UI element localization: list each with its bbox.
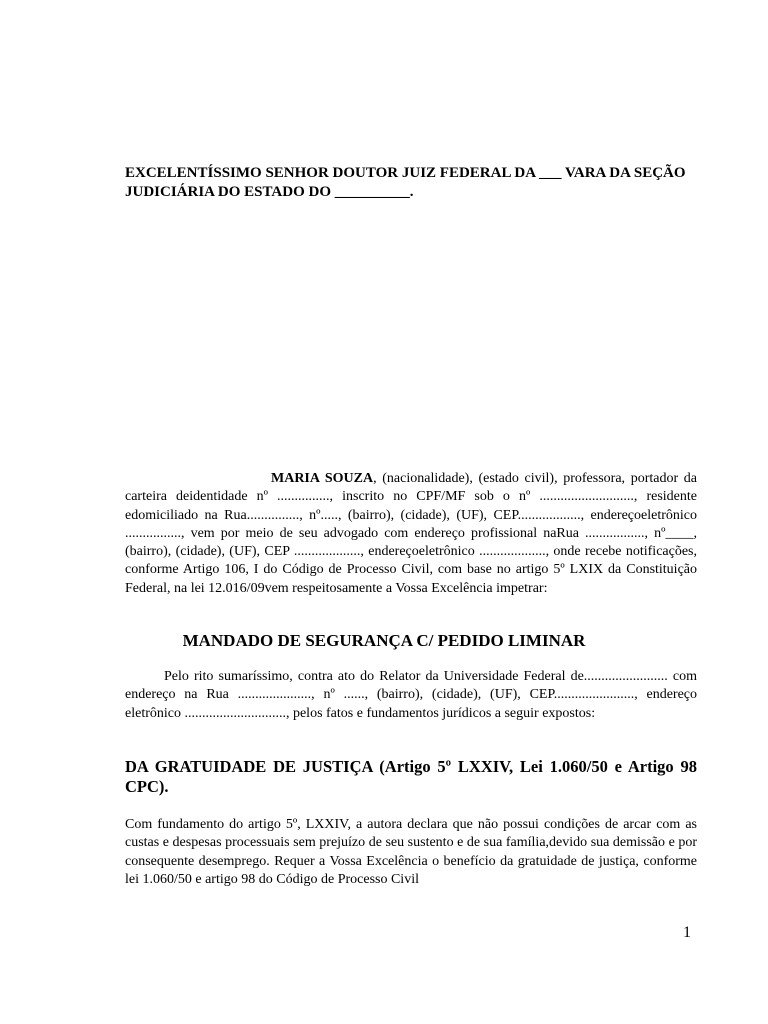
action-title: MANDADO DE SEGURANÇA C/ PEDIDO LIMINAR — [182, 631, 586, 650]
rito-paragraph: Pelo rito sumaríssimo, contra ato do Relator da Universidade Federal de........................ com endereço na Rua ....................., nº ......, (bairro), (cidade), (UF), CEP......................., endereço eletrônico ............................., pelos fatos e fundamentos jurídicos a seguir expostos: — [125, 669, 697, 721]
addressing-header: EXCELENTÍSSIMO SENHOR DOUTOR JUIZ FEDERAL DA ___ VARA DA SEÇÃO JUDICIÁRIA DO ESTADO DO __________. — [125, 165, 686, 200]
section-body-gratuidade: Com fundamento do artigo 5º, LXXIV, a autora declara que não possui condições de arcar com as custas e despesas processuais sem prejuízo de seu sustento e de sua família,devido sua demissão e por consequente desemprego. Requer a Vossa Excelência o benefício da gratuidade de justiça, conforme lei 1.060/50 e artigo 98 do Código de Processo Civil — [125, 817, 697, 887]
qualification-text: , (nacionalidade), (estado civil), professora, portador da carteira deidentidade nº ..............., inscrito no CPF/MF sob o nº ..........................., residente edomiciliado na Rua..............., nº....., (bairro), (cidade), (UF), CEP.................., endereçoeletrônico ................, vem por meio de seu advogado com endereço profissional naRua ................., nº____, (bairro), (cidade), (UF), CEP ..................., endereçoeletrônico ..................., onde recebe notificações, conforme Artigo 106, I do Código de Processo Civil, com base no artigo 5º LXIX da Constituição Federal, na lei 12.016/09vem respeitosamente a Vossa Excelência impetrar: — [125, 471, 697, 596]
section-title-gratuidade: DA GRATUIDADE DE JUSTIÇA (Artigo 5º LXXIV, Lei 1.060/50 e Artigo 98 CPC). — [125, 757, 697, 796]
page-number: 1 — [683, 924, 691, 941]
party-name: MARIA SOUZA — [271, 471, 374, 486]
qualification-paragraph — [125, 470, 697, 598]
